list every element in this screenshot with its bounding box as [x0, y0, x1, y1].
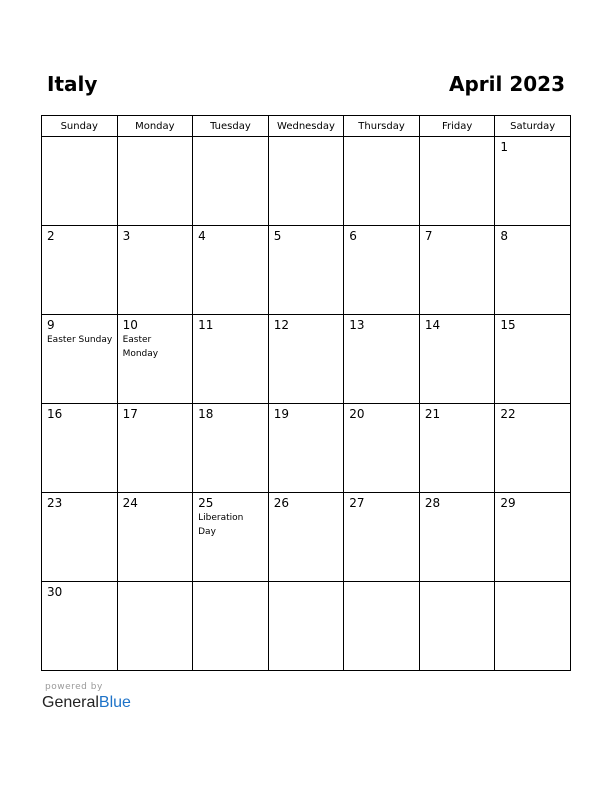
day-number: 27 — [349, 496, 365, 510]
weekday-sunday: Sunday — [42, 116, 118, 137]
day-cell — [117, 493, 193, 582]
day-cell — [419, 404, 495, 493]
day-cell — [419, 315, 495, 404]
day-cell-content — [495, 493, 570, 511]
day-cell — [344, 582, 420, 671]
day-number: 29 — [500, 496, 516, 510]
day-cell — [344, 404, 420, 493]
day-number — [500, 585, 570, 600]
day-cell — [344, 226, 420, 315]
day-cell — [117, 226, 193, 315]
day-cell — [117, 582, 193, 671]
day-number: 2 — [47, 229, 55, 243]
day-cell — [344, 137, 420, 226]
day-cell-content — [118, 226, 193, 244]
day-number: 13 — [349, 318, 365, 332]
day-number: 12 — [273, 318, 289, 332]
week-row — [42, 582, 571, 671]
day-cell — [42, 404, 118, 493]
day-cell-content — [193, 137, 268, 155]
day-cell-content — [420, 582, 495, 600]
day-number: 6 — [349, 229, 357, 243]
day-cell — [42, 315, 118, 404]
day-cell — [193, 315, 269, 404]
brand-name-general: General — [42, 694, 99, 711]
day-cell-content — [118, 315, 193, 361]
day-number: 1 — [500, 140, 509, 154]
day-cell-content — [344, 404, 419, 422]
day-number: 7 — [424, 229, 433, 243]
day-cell-content — [495, 137, 570, 155]
day-cell-content — [269, 315, 344, 333]
day-number: 9 — [47, 318, 55, 332]
day-cell-content — [118, 493, 193, 511]
day-cell — [42, 493, 118, 582]
day-cell-content — [193, 404, 268, 422]
day-cell — [495, 493, 571, 582]
weekday-wednesday: Wednesday — [268, 116, 344, 137]
day-cell-content — [42, 493, 117, 511]
day-cell — [419, 582, 495, 671]
day-cell-content — [495, 404, 570, 422]
day-cell-content — [269, 226, 344, 244]
day-cell — [42, 226, 118, 315]
day-cell-content — [420, 404, 495, 422]
day-cell-content — [495, 582, 570, 600]
day-cell — [193, 226, 269, 315]
weekday-friday: Friday — [419, 116, 495, 137]
month-year-title: April 2023 — [449, 72, 565, 96]
day-cell-content — [420, 315, 495, 333]
day-cell-content — [193, 493, 268, 539]
day-number — [425, 585, 495, 600]
day-cell — [495, 315, 571, 404]
day-cell-content — [118, 137, 193, 155]
day-cell-content — [344, 226, 419, 244]
day-cell-content — [344, 315, 419, 333]
day-cell — [495, 582, 571, 671]
day-cell-content — [269, 137, 344, 155]
day-number: 19 — [273, 407, 289, 421]
day-number: 15 — [500, 318, 516, 332]
day-number — [47, 140, 117, 155]
day-number: 23 — [47, 496, 63, 510]
day-cell-content — [42, 582, 117, 600]
day-number: 22 — [500, 407, 516, 421]
day-number — [198, 140, 268, 155]
day-cell — [268, 493, 344, 582]
day-number: 17 — [122, 407, 138, 421]
day-cell-content — [193, 315, 268, 333]
day-number — [123, 585, 193, 600]
day-number: 26 — [273, 496, 289, 510]
day-cell — [117, 315, 193, 404]
weekday-saturday: Saturday — [495, 116, 571, 137]
day-cell-content — [344, 137, 419, 155]
day-cell — [117, 137, 193, 226]
day-cell-content — [495, 315, 570, 333]
day-number: 4 — [198, 229, 206, 243]
day-number — [274, 585, 344, 600]
day-cell — [268, 582, 344, 671]
holiday-label: Easter Sunday — [47, 335, 113, 345]
day-cell-content — [42, 137, 117, 155]
week-row — [42, 137, 571, 226]
day-cell-content — [118, 582, 193, 600]
week-row — [42, 493, 571, 582]
day-number: 24 — [122, 496, 138, 510]
day-number: 18 — [198, 407, 214, 421]
day-cell — [42, 137, 118, 226]
day-cell — [495, 226, 571, 315]
day-cell — [268, 315, 344, 404]
day-cell-content — [269, 493, 344, 511]
day-cell — [268, 226, 344, 315]
day-cell — [117, 404, 193, 493]
day-number: 28 — [424, 496, 441, 510]
day-cell-content — [495, 226, 570, 244]
day-number: 30 — [47, 585, 63, 599]
day-cell — [193, 137, 269, 226]
day-cell-content — [193, 582, 268, 600]
day-cell-content — [420, 137, 495, 155]
day-number: 14 — [424, 318, 441, 332]
day-number: 10 — [122, 318, 138, 332]
weekday-header-row — [42, 116, 571, 137]
day-cell — [419, 137, 495, 226]
day-number — [198, 585, 268, 600]
brand-name-blue: Blue — [98, 694, 131, 711]
day-cell-content — [42, 315, 117, 347]
day-cell — [344, 315, 420, 404]
day-cell-content — [118, 404, 193, 422]
day-number — [274, 140, 344, 155]
holiday-label: Liberation Day — [198, 513, 244, 537]
day-cell — [268, 137, 344, 226]
holiday-label: Easter Monday — [122, 335, 159, 359]
day-number: 11 — [198, 318, 214, 332]
day-cell — [344, 493, 420, 582]
day-number — [349, 585, 419, 600]
day-cell — [419, 493, 495, 582]
day-number: 21 — [424, 407, 441, 421]
day-cell — [42, 582, 118, 671]
day-cell — [193, 404, 269, 493]
country-title: Italy — [47, 72, 98, 96]
week-row — [42, 315, 571, 404]
day-number — [425, 140, 495, 155]
day-number — [123, 140, 193, 155]
day-cell-content — [269, 404, 344, 422]
day-number: 3 — [122, 229, 131, 243]
weekday-monday: Monday — [117, 116, 193, 137]
day-cell — [495, 404, 571, 493]
day-cell-content — [420, 226, 495, 244]
day-number: 20 — [349, 407, 365, 421]
day-number: 25 — [198, 496, 214, 510]
day-cell — [268, 404, 344, 493]
calendar-grid — [41, 115, 571, 671]
day-cell — [419, 226, 495, 315]
day-number: 5 — [273, 229, 282, 243]
day-cell — [495, 137, 571, 226]
day-cell-content — [42, 226, 117, 244]
day-cell — [193, 582, 269, 671]
day-cell — [193, 493, 269, 582]
generalblue-logo — [42, 692, 131, 714]
day-cell-content — [420, 493, 495, 511]
day-cell-content — [193, 226, 268, 244]
day-number: 8 — [500, 229, 509, 243]
day-number: 16 — [47, 407, 63, 421]
day-cell-content — [344, 582, 419, 600]
day-cell-content — [269, 582, 344, 600]
calendar-body — [42, 137, 571, 671]
weekday-tuesday: Tuesday — [193, 116, 269, 137]
day-cell-content — [42, 404, 117, 422]
day-cell-content — [344, 493, 419, 511]
day-number — [349, 140, 419, 155]
week-row — [42, 226, 571, 315]
powered-by-label: powered by — [45, 682, 103, 692]
week-row — [42, 404, 571, 493]
weekday-thursday: Thursday — [344, 116, 420, 137]
